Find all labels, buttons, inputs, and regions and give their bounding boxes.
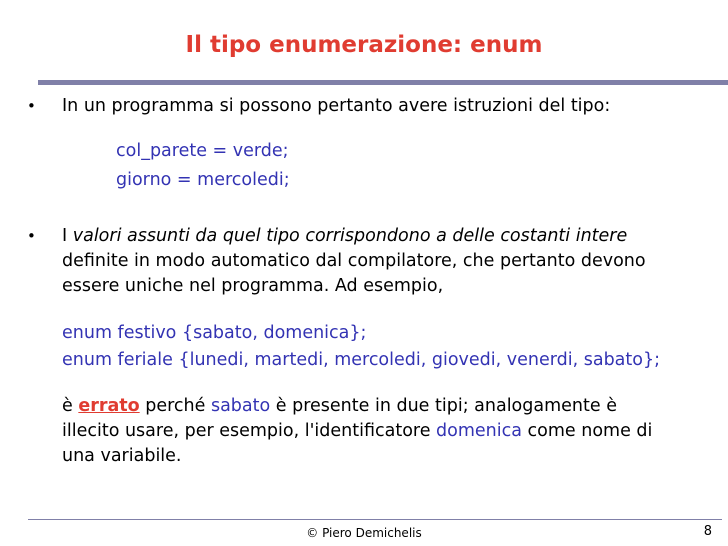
explanation-line2 — [62, 419, 722, 444]
bullet-icon: • — [27, 227, 36, 245]
bullet1-text: In un programma si possono pertanto avere istruzioni del tipo: — [62, 96, 611, 116]
explanation-text: come nome di — [521, 421, 653, 441]
bullet2-line2: definite in modo automatico dal compilatore, che pertanto devono — [62, 251, 646, 271]
code-domenica: domenica — [436, 421, 522, 441]
bullet2-line1 — [62, 224, 722, 249]
bullet2-line3: essere uniche nel programma. Ad esempio, — [62, 276, 444, 296]
title-divider — [38, 80, 728, 85]
slide-title: Il tipo enumerazione: enum — [185, 32, 543, 58]
page-number: 8 — [703, 524, 712, 539]
bullet2-italic: valori assunti da quel tipo corrispondono a delle costanti intere — [72, 226, 628, 246]
bullet2-explanation — [62, 394, 722, 469]
footer-divider — [28, 519, 722, 520]
code-enum-festivo: enum festivo {sabato, domenica}; — [62, 323, 367, 343]
bullet2-paragraph — [62, 224, 722, 299]
code-sabato: sabato — [210, 396, 271, 416]
explanation-text: perché — [139, 396, 211, 416]
explanation-text: illecito usare, per esempio, l'identificatore — [62, 421, 437, 441]
code-enum-feriale: enum feriale {lunedi, martedi, mercoledi, giovedi, venerdi, sabato}; — [62, 350, 660, 370]
explanation-text: è presente in due tipi; analogamente è — [270, 396, 617, 416]
bullet-icon: • — [27, 97, 36, 115]
errato-highlight: errato — [78, 396, 140, 416]
explanation-line1 — [62, 394, 722, 419]
explanation-text: è — [62, 396, 79, 416]
code-line-giorno: giorno = mercoledi; — [116, 170, 290, 190]
bullet2-lead: I — [62, 226, 73, 246]
footer-copyright: © Piero Demichelis — [306, 526, 422, 540]
code-line-col-parete: col_parete = verde; — [116, 141, 289, 161]
explanation-line3: una variabile. — [62, 446, 182, 466]
